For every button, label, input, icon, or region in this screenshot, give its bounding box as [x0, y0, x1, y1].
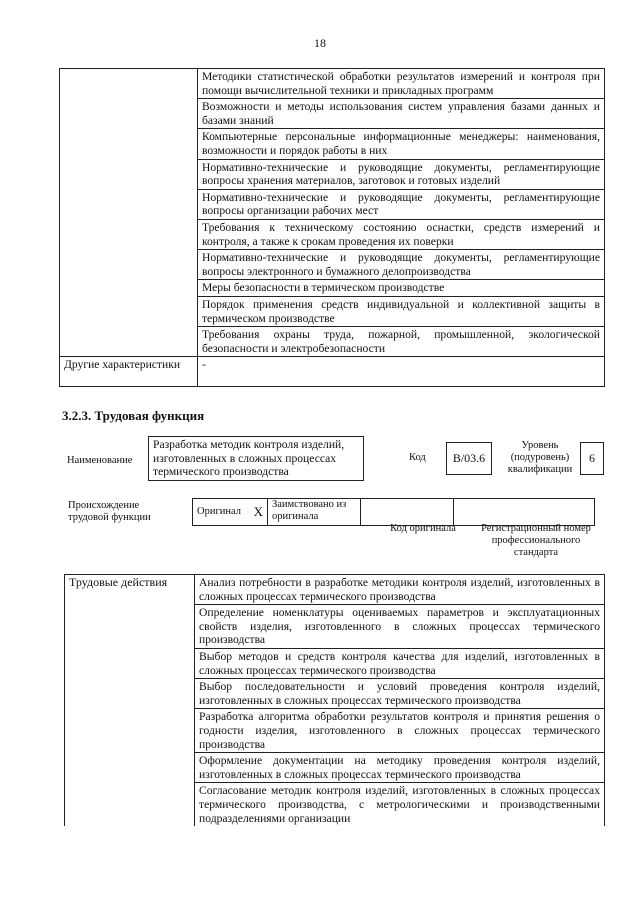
knowledge-item: Нормативно-технические и руководящие документы, регламентирующие вопросы организации рабочих мест	[197, 189, 604, 219]
other-characteristics-value: -	[197, 357, 604, 387]
borrowed-label: Заимствовано из оригинала	[268, 499, 361, 526]
section-title: 3.2.3. Трудовая функция	[62, 408, 205, 423]
function-name-field: Разработка методик контроля изделий, изготовленных в сложных процессах термического производства	[148, 436, 364, 481]
origin-label: Происхождение трудовой функции	[68, 500, 151, 523]
knowledge-item: Компьютерные персональные информационные менеджеры: наименования, возможности и порядок работы в них	[197, 129, 604, 159]
action-item: Оформление документации на методику проведения контроля изделий, изготовленных в сложных процессах термического производства	[195, 753, 605, 783]
knowledge-label-cell	[60, 69, 198, 357]
actions-label: Трудовые действия	[65, 575, 195, 827]
action-item: Разработка алгоритма обработки результатов контроля и принятия решения о годности изделия, изготовленного в сложных процессах термического производства	[195, 709, 605, 753]
function-code-field: B/03.6	[446, 442, 492, 475]
action-item: Анализ потребности в разработке методики контроля изделий, изготовленных в сложных процессах термического производства	[195, 575, 605, 605]
original-mark: X	[249, 499, 268, 526]
original-code-cell	[361, 499, 454, 526]
actions-table	[64, 574, 605, 826]
page-number: 18	[314, 36, 326, 50]
knowledge-item: Нормативно-технические и руководящие документы, регламентирующие вопросы электронного и бумажного делопроизводства	[197, 250, 604, 280]
action-item: Выбор последовательности и условий проведения контроля изделий, изготовленных в сложных процессах термического производства	[195, 679, 605, 709]
level-field: 6	[580, 442, 604, 475]
code-original-caption: Код оригинала	[390, 523, 456, 534]
level-label: Уровень (подуровень) квалификации	[507, 440, 573, 475]
other-characteristics-label: Другие характеристики	[60, 357, 198, 387]
reg-number-cell	[454, 499, 595, 526]
knowledge-item: Порядок применения средств индивидуальной и коллективной защиты в термическом производстве	[197, 296, 604, 326]
knowledge-item: Возможности и методы использования систем управления базами данных и базами знаний	[197, 99, 604, 129]
knowledge-item: Меры безопасности в термическом производстве	[197, 280, 604, 297]
origin-table	[192, 498, 595, 526]
knowledge-item: Требования к техническому состоянию оснастки, средств измерений и контроля, а также к срокам проведения их поверки	[197, 219, 604, 249]
action-item: Определение номенклатуры оцениваемых параметров и эксплуатационных свойств изделия, изготовленного в сложных процессах термического производства	[195, 605, 605, 649]
reg-number-caption: Регистрационный номер профессионального стандарта	[481, 523, 591, 558]
code-label: Код	[409, 452, 426, 463]
action-item: Выбор методов и средств контроля качества для изделий, изготовленных в сложных процессах термического производства	[195, 648, 605, 678]
knowledge-item: Нормативно-технические и руководящие документы, регламентирующие вопросы хранения материалов, заготовок и готовых изделий	[197, 159, 604, 189]
knowledge-table	[59, 68, 605, 387]
knowledge-item: Методики статистической обработки результатов измерений и контроля при помощи вычислительной техники и прикладных программ	[197, 69, 604, 99]
original-label: Оригинал	[193, 499, 250, 526]
action-item: Согласование методик контроля изделий, изготовленных в сложных процессах термического производства, с метрологическими и производственными подразделениями организации	[195, 783, 605, 826]
knowledge-item: Требования охраны труда, пожарной, промышленной, экологической безопасности и электробезопасности	[197, 327, 604, 357]
name-label: Наименование	[67, 455, 133, 466]
